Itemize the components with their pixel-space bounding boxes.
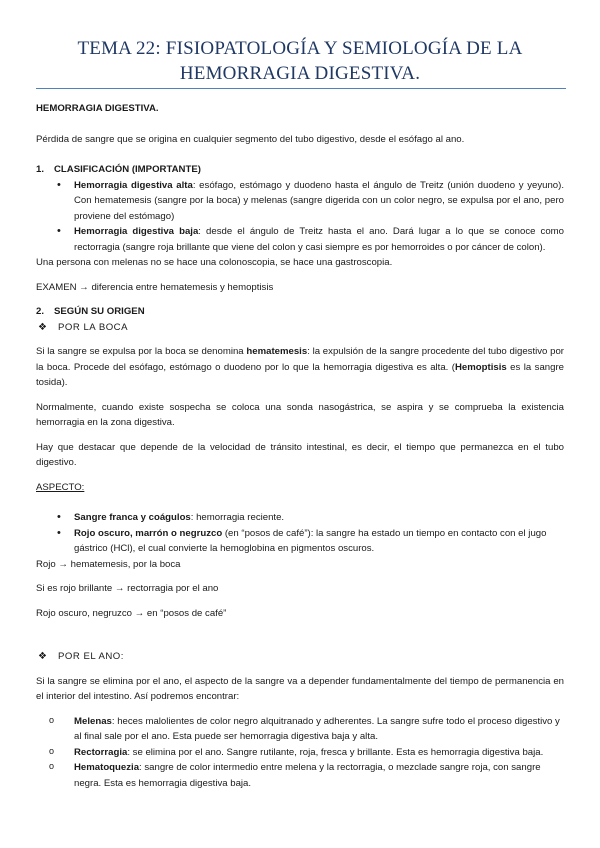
subsection-ano-heading — [36, 649, 564, 665]
list-item-text: : se elimina por el ano. Sangre rutilante, roja, fresca y brillante. Esta es hemorragia digestiva baja. — [127, 746, 544, 758]
list-item-term: Hemorragia digestiva baja — [74, 226, 199, 237]
list-item-text: : esófago, estómago y duodeno hasta el ángulo de Treitz (unión duodeno y yeyuno). Con hematemesis (sangre por la boca) y melenas (sangre digerida con un color negro, se expulsa por el ano, pero proviene del estómago) — [74, 179, 564, 222]
term-hemoptisis: Hemoptisis — [454, 361, 507, 373]
ano-intro-paragraph: Si la sangre se elimina por el ano, el aspecto de la sangre va a depender fundamentalmente del tiempo de permanencia en el interior del intestino. Así podremos encontrar: — [36, 675, 564, 702]
list-item — [36, 745, 564, 761]
list-item-term: Rojo oscuro, marrón o negruzco — [74, 527, 223, 539]
list-item-text: : sangre de color intermedio entre melena y la rectorragia, o mezclade sangre roja, con sangre negra. Esta es hemorragia digestiva baja. — [74, 762, 541, 789]
section-2-number: 2. — [36, 306, 45, 317]
note-exam: EXAMEN → diferencia entre hematemesis y hemoptisis — [36, 281, 274, 293]
aspect-label: ASPECTO: — [36, 481, 85, 493]
title-line-1: TEMA 22: FISIOPATOLOGÍA Y SEMIOLOGÍA DE LA — [77, 38, 523, 59]
list-item-text: : desde el ángulo de Treitz hasta el ano. Dará lugar a lo que se conoce como rectorragia (sangre roja brillante que viene del colon y casi siempre es por hemorroides o por cáncer de colon). — [74, 226, 565, 253]
sonda-paragraph: Normalmente, cuando existe sospecha se coloca una sonda nasogástrica, se aspira y se comprueba la existencia hemorragia en la zona digestiva. — [36, 401, 564, 428]
section-2-heading — [36, 304, 564, 320]
subsection-boca-title: POR LA BOCA — [58, 321, 129, 333]
list-item — [36, 178, 564, 225]
note-melenas: Una persona con melenas no se hace una colonoscopia, se hace una gastroscopia. — [36, 257, 393, 268]
section-1-title: CLASIFICACIÓN (IMPORTANTE) — [54, 164, 201, 175]
intro-heading: HEMORRAGIA DIGESTIVA. — [36, 103, 159, 114]
diamond-bullet-icon: ❖ — [38, 321, 47, 333]
title-line-2: HEMORRAGIA DIGESTIVA. — [179, 63, 421, 84]
classification-list — [36, 178, 564, 256]
intro-definition: Pérdida de sangre que se origina en cualquier segmento del tubo digestivo, desde el esófago al ano. — [36, 133, 465, 145]
list-item — [36, 510, 564, 526]
list-item — [36, 714, 564, 745]
color-line-brillante: Si es rojo brillante → rectorragia por el ano — [36, 583, 219, 594]
text-span: Si la sangre se expulsa por la boca se denomina — [36, 346, 247, 357]
hematemesis-paragraph — [36, 344, 564, 391]
list-item — [36, 760, 564, 791]
subsection-ano-title: POR EL ANO: — [58, 651, 124, 662]
title-divider — [36, 88, 566, 89]
list-item — [36, 224, 564, 255]
section-2-title: SEGÚN SU ORIGEN — [54, 306, 145, 317]
document-body — [36, 101, 564, 791]
color-line-rojo: Rojo → hematemesis, por la boca — [36, 558, 181, 570]
list-item-text: (en “posos de café”): la sangre ha estado un tiempo en contacto con el jugo gástrico (HCl), el cual convierte la hemoglobina en pigmentos oscuros. — [74, 527, 547, 554]
list-item-term: Rectorragia — [74, 746, 128, 758]
text-span: : la expulsión de la sangre procedente del tubo digestivo por la boca. Procede del esófago, estómago o duodeno por lo que la hemorragia digestiva es alta. ( — [36, 346, 564, 373]
aspect-list — [36, 510, 564, 557]
list-item-term: Sangre franca y coágulos — [74, 512, 191, 523]
list-item — [36, 526, 564, 557]
list-item-term: Hemorragia digestiva alta — [74, 179, 193, 191]
transit-paragraph: Hay que destacar que depende de la velocidad de tránsito intestinal, es decir, el tiempo que permanezca en el tubo digestivo. — [36, 441, 564, 468]
ano-types-list — [36, 714, 564, 792]
list-item-text: : hemorragia reciente. — [190, 512, 285, 523]
subsection-boca-heading — [36, 320, 564, 336]
list-item-term: Hematoquezia — [74, 762, 140, 773]
section-1-number: 1. — [36, 164, 45, 175]
page-title — [40, 36, 560, 86]
diamond-bullet-icon: ❖ — [38, 651, 47, 662]
term-hematemesis: hematemesis — [246, 346, 308, 357]
color-line-oscuro: Rojo oscuro, negruzco → en “posos de café” — [36, 607, 227, 619]
list-item-text: : heces malolientes de color negro alquitranado y adherentes. La sangre sufre todo el proceso digestivo y al final sale por el ano. Esta puede ser hemorragia digestiva baja y alta. — [74, 715, 560, 742]
section-1-heading — [36, 162, 564, 178]
text-span: es la sangre tosida). — [36, 361, 564, 388]
list-item-term: Melenas — [74, 715, 112, 727]
